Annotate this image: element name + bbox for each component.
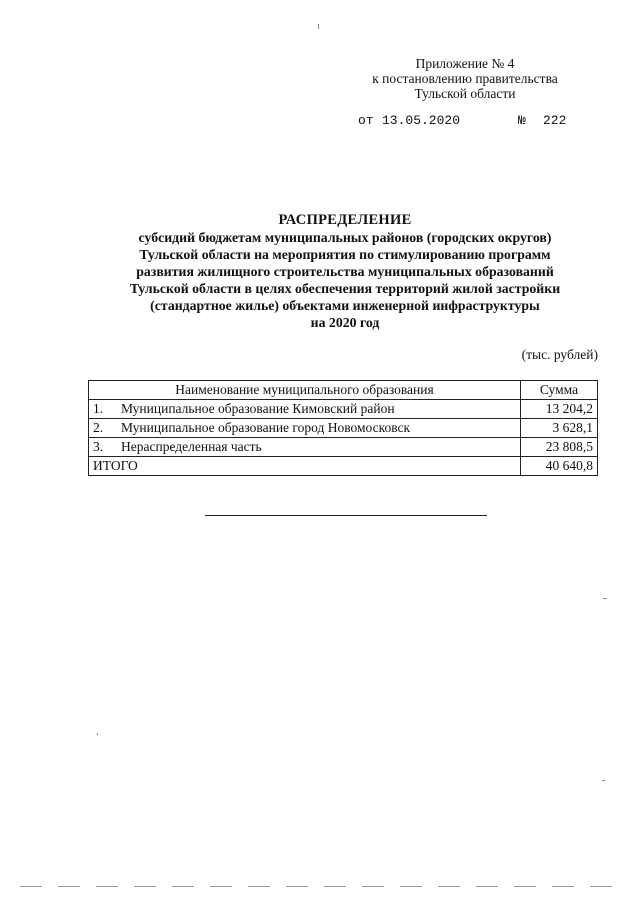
title-line: на 2020 год — [310, 315, 380, 330]
document-title — [90, 212, 600, 331]
total-row — [89, 457, 598, 476]
table-row — [89, 438, 598, 457]
title-line: Тульской области в целях обеспечения территорий жилой застройки — [129, 281, 561, 296]
units-label: (тыс. рублей) — [521, 347, 598, 362]
table-row — [89, 400, 598, 419]
title-line: Тульской области на мероприятия по стимулированию программ — [139, 247, 551, 262]
title-main: РАСПРЕДЕЛЕНИЕ — [278, 212, 412, 228]
sum-cell: 3 628,1 — [521, 419, 598, 438]
title-line: развития жилищного строительства муниципальных образований — [136, 264, 554, 279]
total-label: ИТОГО — [89, 457, 521, 476]
scan-speck — [603, 598, 607, 599]
scan-speck — [602, 780, 605, 781]
sum-cell: 13 204,2 — [521, 400, 598, 419]
appendix-block — [355, 56, 575, 101]
table-header-row — [89, 381, 598, 400]
number-value: 222 — [543, 113, 567, 128]
row-name: Нераспределенная часть — [121, 439, 262, 454]
title-line: субсидий бюджетам муниципальных районов (городских округов) — [138, 230, 552, 245]
total-sum: 40 640,8 — [521, 457, 598, 476]
row-name: Муниципальное образование Кимовский район — [121, 401, 395, 416]
appendix-line-1: Приложение № 4 — [415, 56, 515, 71]
title-line: (стандартное жилье) объектами инженерной инфраструктуры — [150, 298, 540, 313]
scan-speck — [97, 733, 98, 735]
row-index: 1. — [93, 401, 104, 416]
distribution-table — [88, 380, 598, 476]
appendix-line-3: Тульской области — [414, 86, 516, 101]
row-name: Муниципальное образование город Новомосковск — [121, 420, 411, 435]
row-index: 3. — [93, 439, 104, 454]
column-header-name: Наименование муниципального образования — [89, 381, 521, 400]
number-prefix: № — [518, 113, 526, 128]
column-header-sum: Сумма — [521, 381, 598, 400]
date-value: 13.05.2020 — [382, 113, 461, 128]
row-index: 2. — [93, 420, 104, 435]
scan-edge-noise — [20, 886, 620, 887]
closing-rule — [205, 515, 487, 516]
name-cell — [89, 400, 521, 419]
scan-speck — [318, 24, 319, 29]
name-cell — [89, 419, 521, 438]
table-row — [89, 419, 598, 438]
date-prefix: от — [358, 113, 374, 128]
appendix-line-2: к постановлению правительства — [372, 71, 558, 86]
name-cell — [89, 438, 521, 457]
sum-cell: 23 808,5 — [521, 438, 598, 457]
